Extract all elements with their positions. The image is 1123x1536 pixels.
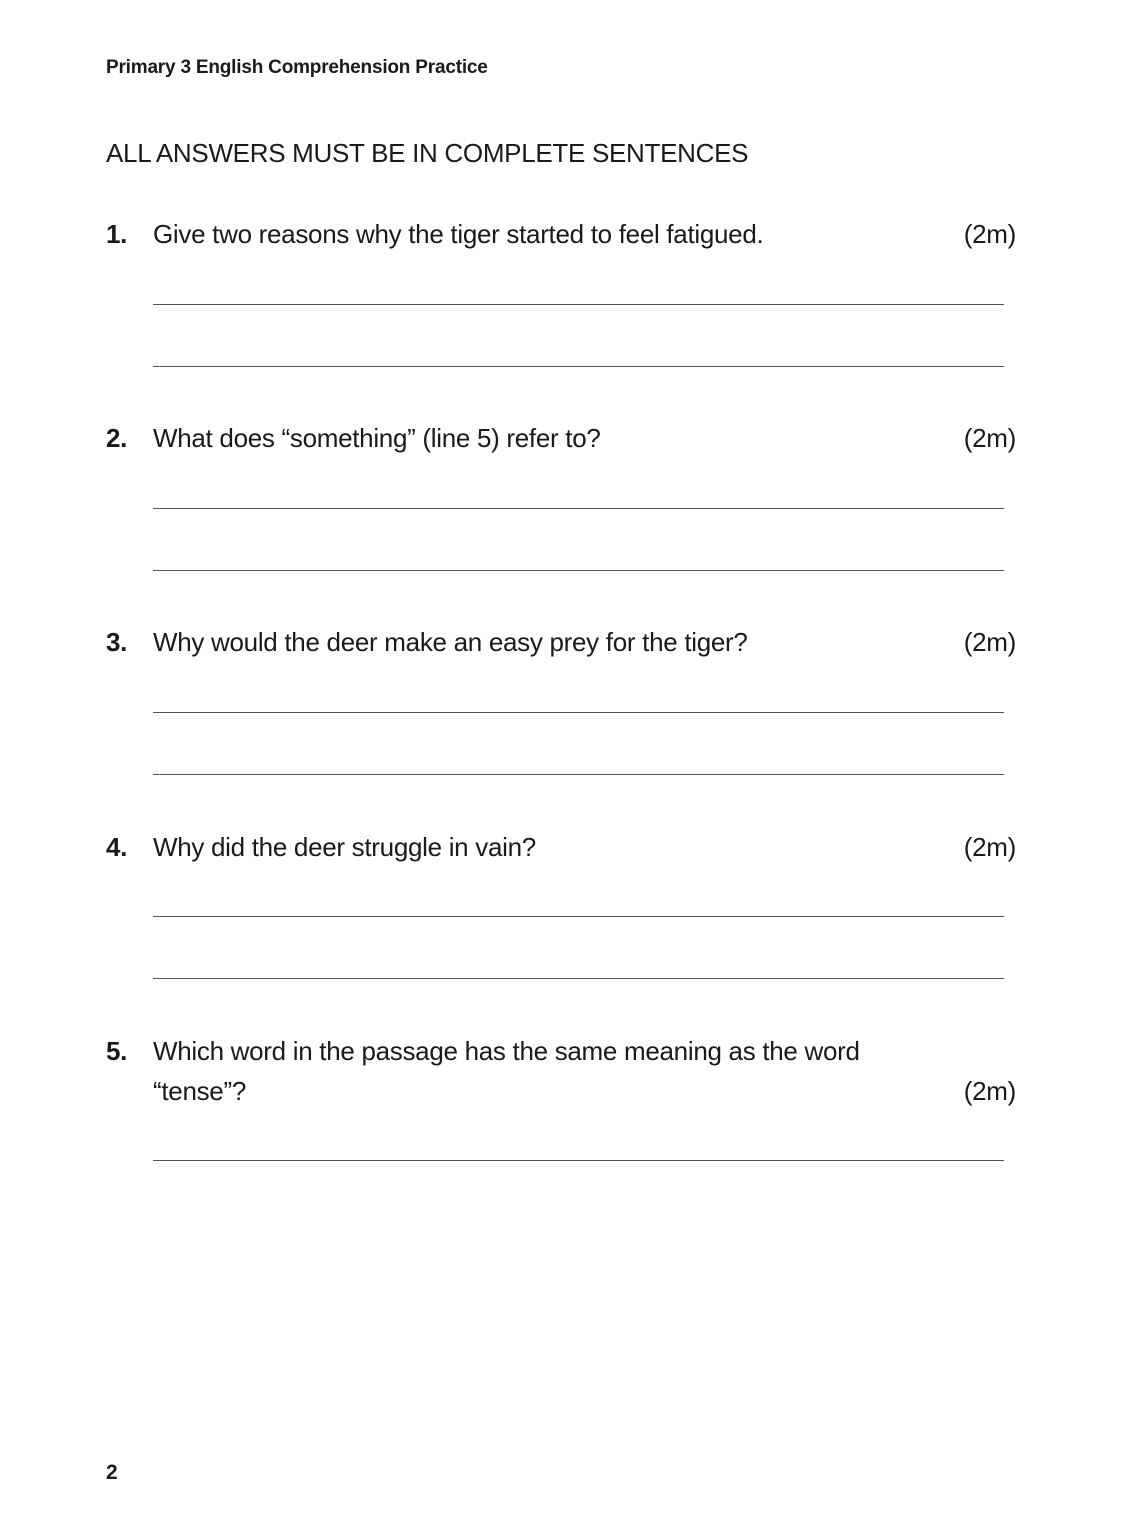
answer-line[interactable] [153,978,1004,979]
answer-line[interactable] [153,1160,1004,1161]
answer-line[interactable] [153,366,1004,367]
question-number: 5. [106,1036,128,1066]
question-marks: (2m) [963,832,1016,862]
question-1 [106,214,1016,254]
instruction-text: ALL ANSWERS MUST BE IN COMPLETE SENTENCES [106,138,749,168]
page-header-title: Primary 3 English Comprehension Practice [106,57,488,78]
answer-line[interactable] [153,774,1004,775]
question-marks: (2m) [963,627,1016,657]
answer-line[interactable] [153,570,1004,571]
question-text: Which word in the passage has the same meaning as the word “tense”? [153,1036,860,1106]
answer-line[interactable] [153,916,1004,917]
question-text: Why would the deer make an easy prey for the tiger? [153,627,748,657]
answer-line[interactable] [153,712,1004,713]
question-marks: (2m) [963,1076,1016,1106]
question-marks: (2m) [963,219,1016,249]
question-5 [106,1031,1016,1111]
question-text: Why did the deer struggle in vain? [153,832,536,862]
question-4 [106,827,1016,867]
question-marks: (2m) [963,423,1016,453]
question-number: 3. [106,627,128,657]
question-number: 4. [106,832,128,862]
question-3 [106,622,1016,662]
answer-line[interactable] [153,508,1004,509]
question-2 [106,418,1016,458]
question-number: 1. [106,219,128,249]
question-text: What does “something” (line 5) refer to? [153,423,601,453]
answer-line[interactable] [153,304,1004,305]
question-text: Give two reasons why the tiger started to feel fatigued. [153,219,764,249]
question-number: 2. [106,423,128,453]
page-number: 2 [106,1461,118,1484]
